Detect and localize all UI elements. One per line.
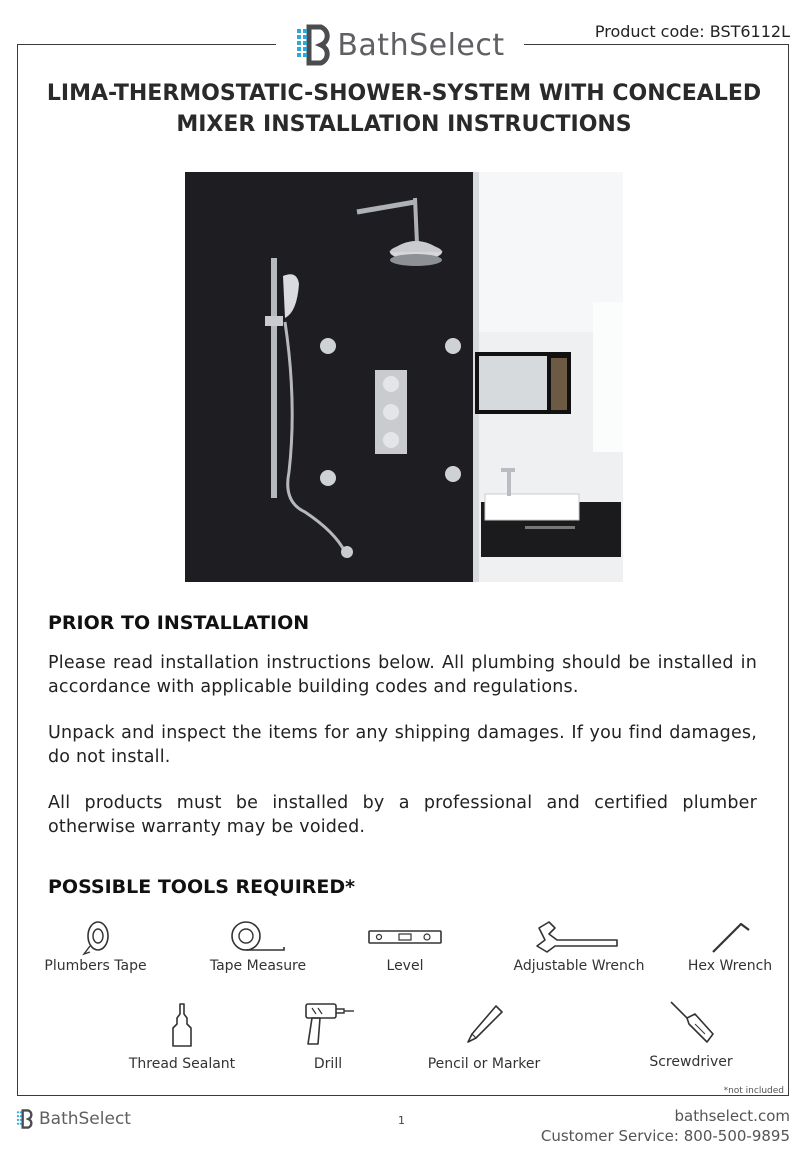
tools-heading: POSSIBLE TOOLS REQUIRED* [48,876,356,898]
header-logo [276,18,524,72]
page-title: LIMA-THERMOSTATIC-SHOWER-SYSTEM WITH CONCEALED MIXER INSTALLATION INSTRUCTIONS [46,81,762,137]
brand-name: BathSelect [337,27,505,63]
screwdriver-icon [665,998,717,1048]
footer-brand-name: BathSelect [39,1109,131,1129]
tape-roll-icon [76,918,116,958]
product-photo [185,172,623,582]
prior-paragraph-1: Please read installation instructions below. All plumbing should be installed in accordance with applicable building codes and regulations. [48,653,757,697]
tool-plumbers-tape: Plumbers Tape [38,918,153,974]
not-included-note: *not included [723,1086,784,1096]
tape-measure-icon [226,918,290,958]
prior-paragraph-2: Unpack and inspect the items for any shipping damages. If you find damages, do not install. [48,723,757,767]
page-number: 1 [398,1114,405,1127]
tool-hex-wrench: Hex Wrench [680,918,780,974]
pencil-icon [462,1002,506,1048]
adjustable-wrench-icon [533,918,625,958]
customer-service-phone: Customer Service: 800-500-9895 [540,1127,790,1145]
tool-pencil-or-marker: Pencil or Marker [418,1002,550,1072]
product-code: Product code: BST6112L [587,22,790,41]
prior-heading: PRIOR TO INSTALLATION [48,612,310,634]
drill-icon [300,1000,356,1050]
sealant-bottle-icon [167,1002,197,1050]
tool-thread-sealant: Thread Sealant [126,1002,238,1072]
footer-contact [541,1106,790,1146]
tool-screwdriver: Screwdriver [636,998,746,1070]
bathselect-logo-icon [16,1108,36,1130]
tool-adjustable-wrench: Adjustable Wrench [506,918,652,974]
tool-level: Level [356,918,454,974]
tool-drill: Drill [300,1000,356,1072]
tool-tape-measure: Tape Measure [202,918,314,974]
website-link[interactable]: bathselect.com [674,1107,790,1125]
bathselect-logo-icon [295,23,337,67]
level-icon [365,918,445,958]
prior-paragraph-3: All products must be installed by a professional and certified plumber otherwise warranty may be voided. [48,793,757,837]
footer-logo [16,1108,131,1130]
hex-wrench-icon [705,918,755,958]
